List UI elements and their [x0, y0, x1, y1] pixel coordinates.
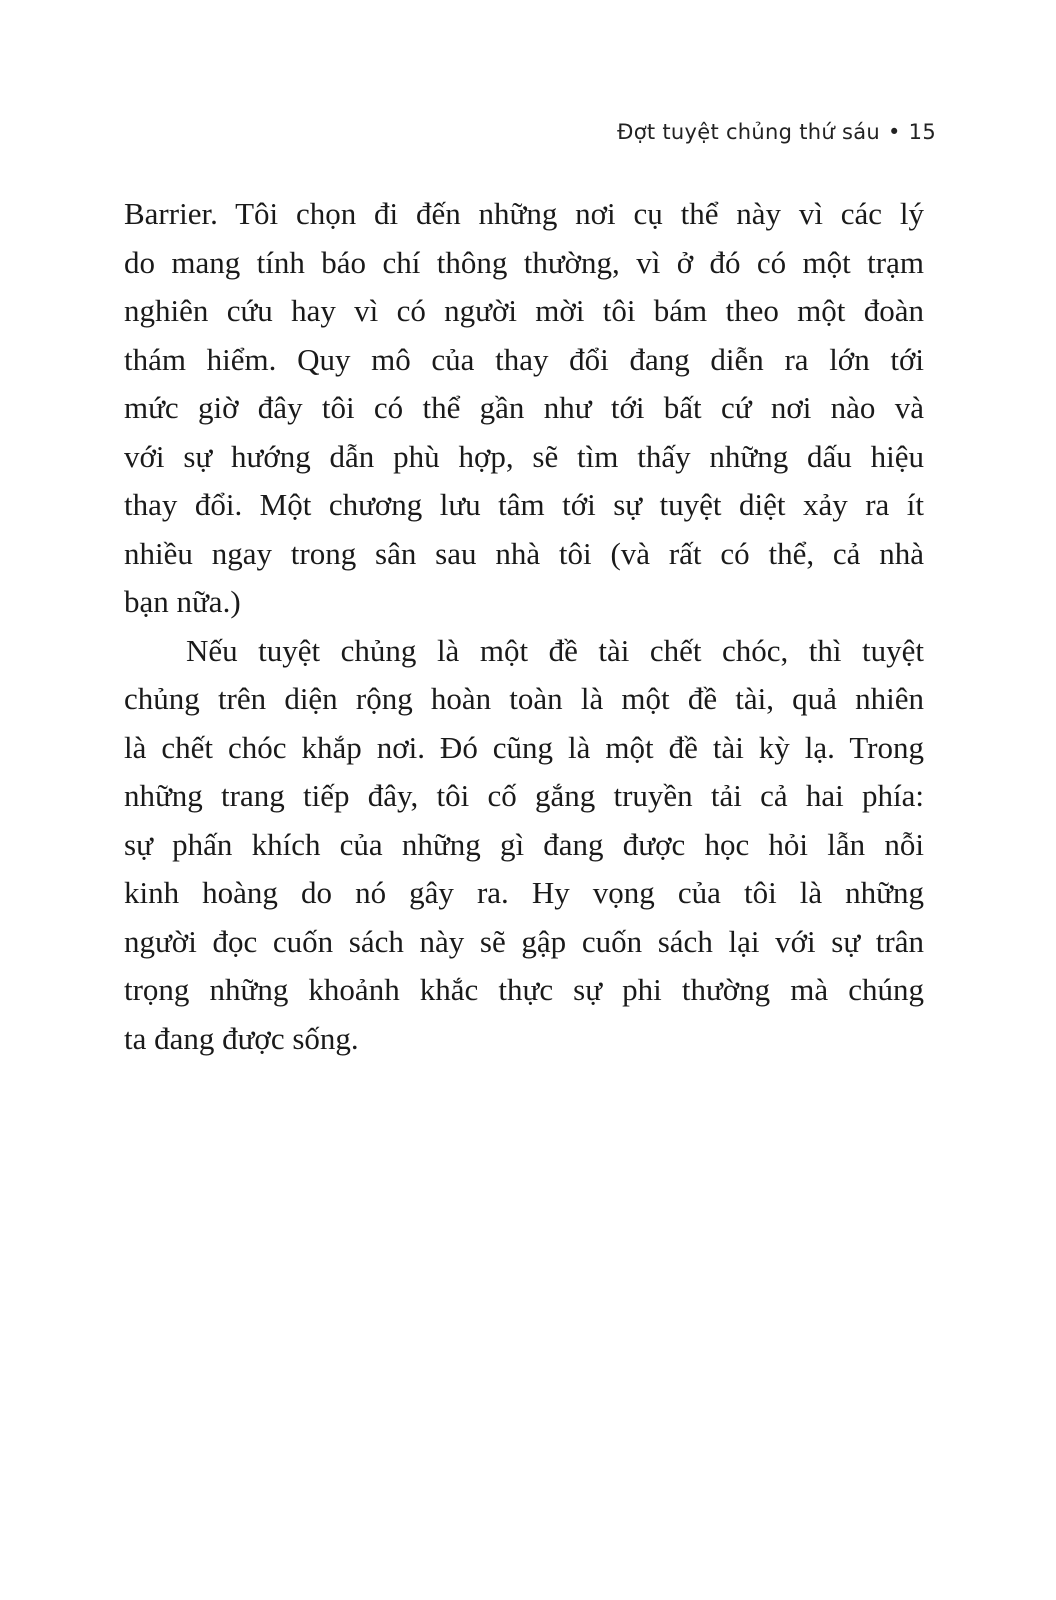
- text-line: người đọc cuốn sách này sẽ gập cuốn sách lại với sự trân: [124, 923, 924, 959]
- text-line: với sự hướng dẫn phù hợp, sẽ tìm thấy những dấu hiệu: [124, 438, 924, 474]
- text-line: là chết chóc khắp nơi. Đó cũng là một đề tài kỳ lạ. Trong: [124, 729, 924, 765]
- paragraph-1: [124, 190, 924, 627]
- text-line: nhiều ngay trong sân sau nhà tôi (và rất có thể, cả nhà: [124, 535, 924, 571]
- text-line: ta đang được sống.: [124, 1020, 359, 1056]
- text-line: nghiên cứu hay vì có người mời tôi bám theo một đoàn: [124, 293, 924, 328]
- text-line: Nếu tuyệt chủng là một đề tài chết chóc, thì tuyệt: [186, 632, 924, 668]
- paragraph-2: [124, 627, 924, 1064]
- text-line: những trang tiếp đây, tôi cố gắng truyền tải cả hai phía:: [124, 778, 924, 813]
- text-line: kinh hoàng do nó gây ra. Hy vọng của tôi là những: [124, 875, 924, 910]
- text-line: chủng trên diện rộng hoàn toàn là một đề tài, quả nhiên: [124, 681, 924, 716]
- text-line: sự phấn khích của những gì đang được học hỏi lẫn nỗi: [124, 826, 924, 862]
- body-text: [124, 190, 924, 1063]
- text-line: trọng những khoảnh khắc thực sự phi thường mà chúng: [124, 972, 924, 1007]
- text-line: thay đổi. Một chương lưu tâm tới sự tuyệt diệt xảy ra ít: [124, 487, 924, 522]
- text-line: mức giờ đây tôi có thể gần như tới bất cứ nơi nào và: [124, 390, 924, 425]
- running-header: [617, 120, 936, 144]
- text-line: bạn nữa.): [124, 584, 241, 619]
- page-number: 15: [908, 120, 936, 144]
- text-line: Barrier. Tôi chọn đi đến những nơi cụ thể này vì các lý: [124, 196, 924, 231]
- text-line: do mang tính báo chí thông thường, vì ở đó có một trạm: [124, 244, 924, 280]
- header-separator: •: [887, 120, 901, 144]
- chapter-title: Đợt tuyệt chủng thứ sáu: [617, 120, 880, 144]
- text-line: thám hiểm. Quy mô của thay đổi đang diễn ra lớn tới: [124, 341, 924, 377]
